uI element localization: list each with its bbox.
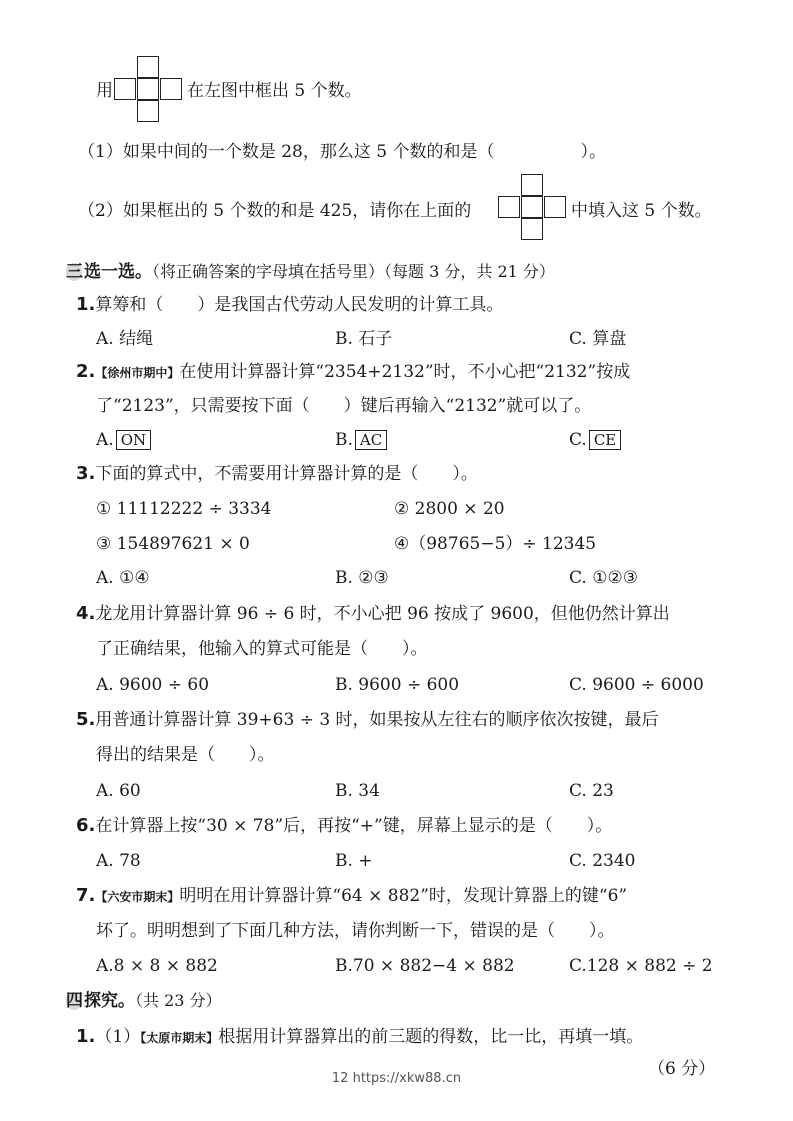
expression-item-2: ② 2800 × 20 [394,499,505,519]
sub-question-1-label: （1） [78,142,123,162]
sub-question-2 [78,200,471,222]
option-b[interactable]: B. + [335,851,373,871]
question-7-line-2: 坏了。明明想到了下面几种方法，请你判断一下，错误的是（ ）。 [96,921,615,941]
question-5-line-2: 得出的结果是（ ）。 [96,745,275,765]
section-3-title: 选一选。 [84,262,152,282]
question-6 [76,815,612,837]
option-a[interactable]: A.8 × 8 × 882 [96,956,218,976]
question-2-line-1: 在使用计算器计算“2354+2132”时，不小心把“2132”按成 [179,362,631,382]
question-2-line-2: 了“2123”，只需要按下面（ ）键后再输入“2132”就可以了。 [96,396,592,416]
option-c[interactable]: C.128 × 882 ÷ 2 [569,956,713,976]
question-number: 7. [76,885,96,906]
option-a[interactable]: A. 结绳 [96,329,154,349]
question-number: 1. [76,294,96,315]
question-5 [76,709,659,731]
intro-suffix: 在左图中框出 5 个数。 [187,81,362,101]
explore-source: 【太原市期末】 [140,1031,219,1045]
option-b[interactable]: B. 石子 [335,329,393,349]
section-4-note: （共 23 分） [135,991,222,1010]
option-c[interactable]: C. 2340 [569,851,636,871]
option-b[interactable]: B. 9600 ÷ 600 [335,675,460,695]
section-3-badge: 三 [66,262,83,282]
option-c[interactable]: C. 算盘 [569,329,627,349]
sub-question-1 [78,141,606,163]
question-2 [76,361,630,384]
question-6-line-1: 在计算器上按“30 × 78”后，再按“+”键，屏幕上显示的是（ ）。 [95,816,613,836]
question-number: 2. [76,361,96,382]
section-3-note: （将正确答案的字母填在括号里）（每题 3 分，共 21 分） [152,262,555,281]
sub-question-2-text: 如果框出的 5 个数的和是 425，请你在上面的 [122,201,472,221]
cross-frame-shape [114,56,182,124]
question-5-line-1: 用普通计算器计算 39+63 ÷ 3 时，如果按从左往右的顺序依次按键，最后 [95,710,659,730]
sub-question-1-text: 如果中间的一个数是 28，那么这 5 个数的和是（ [122,142,495,162]
option-b[interactable] [335,429,387,451]
question-number: 1. [76,1026,96,1047]
sub-question-2-suffix: 中填入这 5 个数。 [571,201,712,221]
ac-key-icon: AC [355,430,387,450]
option-c[interactable]: C. 23 [569,781,614,801]
option-b[interactable]: B.70 × 882−4 × 882 [335,956,515,976]
section-4-header [66,990,222,1012]
explore-score: （6 分） [648,1059,716,1079]
question-3-line-1: 下面的算式中，不需要用计算器计算的是（ ）。 [95,464,478,484]
page-footer: 12 https://xkw88.cn [331,1071,462,1086]
sub-question-2-label: （2） [78,201,123,221]
ce-key-icon: CE [589,430,621,450]
explore-question-1 [76,1026,643,1049]
intro-prefix: 用 [96,81,113,101]
option-c[interactable] [569,429,621,451]
expression-item-4: ④（98765−5）÷ 12345 [394,534,597,554]
section-3-header [66,261,555,283]
explore-label: （1） [95,1027,141,1047]
question-7-line-1: 明明在用计算器计算“64 × 882”时，发现计算器上的键“6” [179,886,628,906]
question-4-line-2: 了正确结果，他输入的算式可能是（ ）。 [96,639,428,659]
option-a[interactable]: A. ①④ [96,568,150,588]
option-a[interactable] [96,429,151,451]
option-a[interactable]: A. 60 [96,781,141,801]
option-b[interactable]: B. 34 [335,781,380,801]
question-2-source: 【徐州市期中】 [95,366,180,380]
question-7 [76,885,627,908]
on-key-icon: ON [116,430,151,450]
question-number: 4. [76,603,96,624]
question-number: 6. [76,815,96,836]
expression-item-3: ③ 154897621 × 0 [96,534,250,554]
option-c[interactable]: C. ①②③ [569,568,638,588]
sub-question-1-close: ）。 [580,142,606,162]
option-a[interactable]: A. 78 [96,851,141,871]
option-a-label: A. [96,430,114,450]
option-a[interactable]: A. 9600 ÷ 60 [96,675,210,695]
cross-answer-shape[interactable] [498,174,566,242]
question-4-line-1: 龙龙用计算器计算 96 ÷ 6 时，不小心把 96 按成了 9600，但他仍然计算出 [95,604,670,624]
section-4-title: 探究。 [84,991,135,1011]
question-4 [76,603,670,625]
option-b[interactable]: B. ②③ [335,568,389,588]
question-1 [76,294,503,316]
question-3 [76,463,478,485]
question-number: 5. [76,709,96,730]
expression-item-1: ① 11112222 ÷ 3334 [96,499,272,519]
section-4-badge: 四 [66,991,83,1011]
question-number: 3. [76,463,96,484]
option-c-label: C. [569,430,587,450]
explore-text: 根据用计算器算出的前三题的得数，比一比，再填一填。 [218,1027,644,1047]
question-1-line-1: 算筹和（ ）是我国古代劳动人民发明的计算工具。 [95,295,504,315]
option-c[interactable]: C. 9600 ÷ 6000 [569,675,704,695]
option-b-label: B. [335,430,353,450]
question-7-source: 【六安市期末】 [95,890,180,904]
